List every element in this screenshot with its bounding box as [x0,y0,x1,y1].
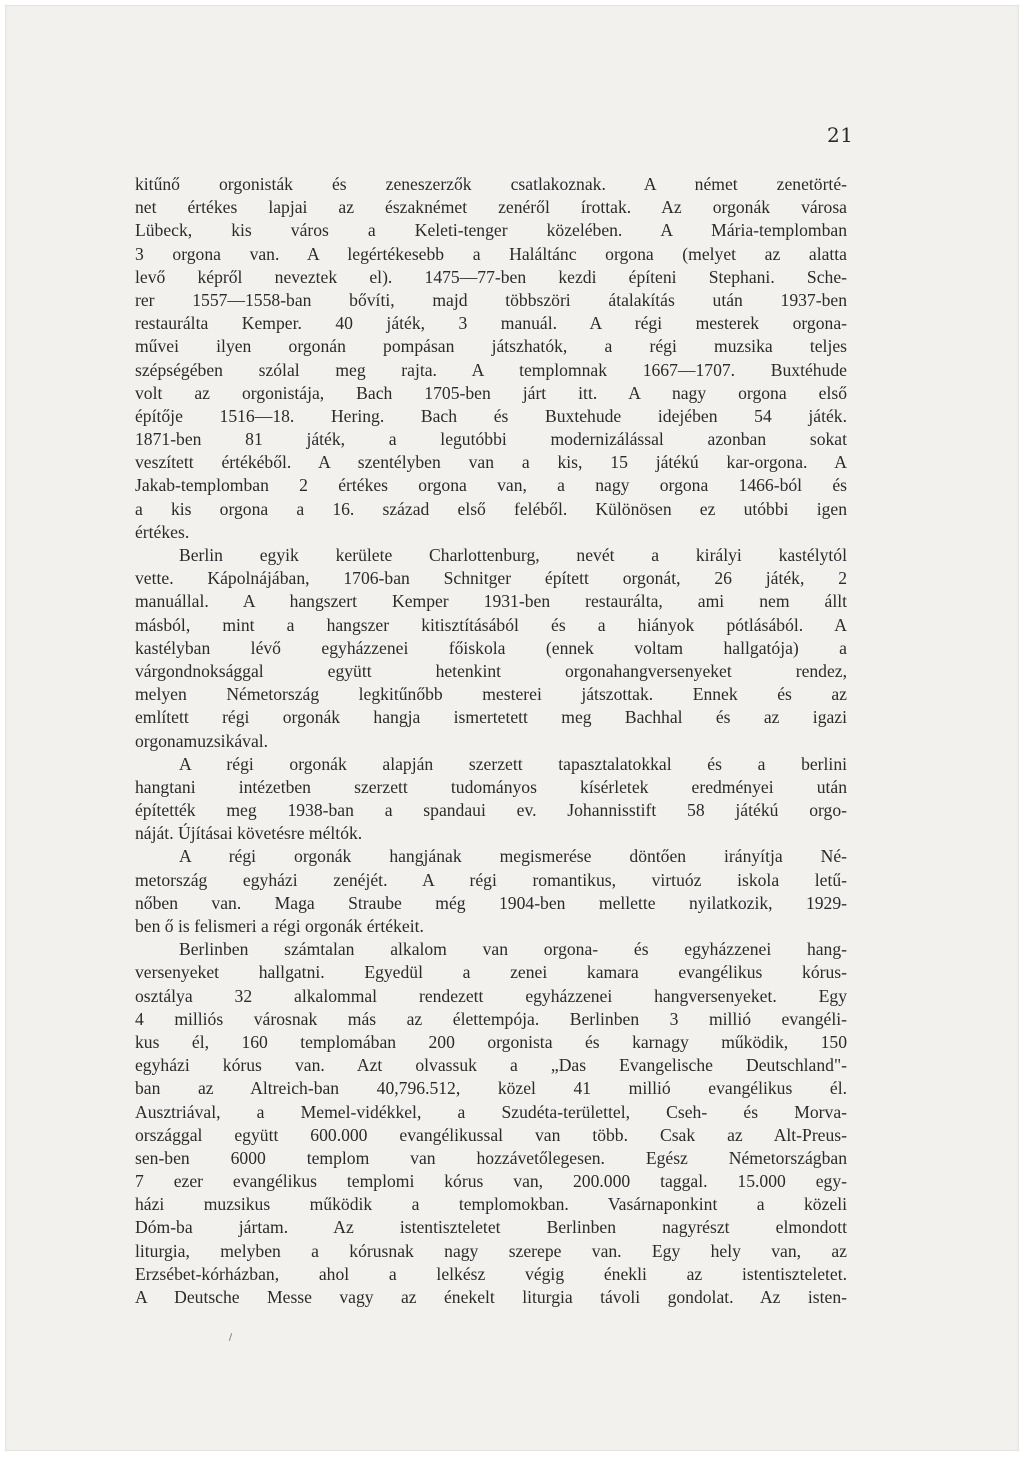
text-line: orgonamuzsikával. [135,730,269,751]
text-line: veszített értékéből. A szentélyben van a kis, 15 játékú kar-orgona. A [135,452,847,473]
text-line: építették meg 1938-ban a spandaui ev. Johannisstift 58 játékú orgo- [135,800,847,821]
text-line: ben ő is felismeri a régi orgonák értékeit. [135,916,424,936]
text-line: Lübeck, kis város a Keleti-tenger közelében. A Mária-templomban [135,220,847,241]
text-line: volt az orgonistája, Bach 1705-ben járt itt. A nagy orgona első [135,382,847,403]
text-line: A régi orgonák alapján szerzett tapasztalatokkal és a berlini [179,753,847,774]
text-line: a kis orgona a 16. század első feléből. Különösen ez utóbbi igen [135,498,847,519]
text-line: Berlin egyik kerülete Charlottenburg, nevét a királyi kastélytól [179,545,847,565]
text-line: kus él, 160 templomában 200 orgonista és karnagy működik, 150 [135,1031,847,1052]
text-line: építője 1516—18. Hering. Bach és Buxtehude idejében 54 játék. [135,405,847,426]
text-line: sen-ben 6000 templom van hozzávetőlegesen. Egész Németországban [135,1147,847,1168]
text-line: 7 ezer evangélikus templomi kórus van, 200.000 taggal. 15.000 egy- [135,1171,847,1192]
text-line: művei ilyen orgonán pompásan játszhatók, a régi muzsika teljes [135,336,847,357]
text-line: Jakab-templomban 2 értékes orgona van, a nagy orgona 1466-ból és [135,475,847,496]
text-line: Ausztriával, a Memel-vidékkel, a Szudéta-területtel, Cseh- és Morva- [135,1101,847,1122]
text-line: hangtani intézetben szerzett tudományos kísérletek eredményei után [135,776,847,797]
text-line: net értékes lapjai az északnémet zenéről írottak. Az orgonák városa [135,197,847,218]
text-line: A régi orgonák hangjának megismerése döntően irányítja Né- [179,846,847,867]
text-line: említett régi orgonák hangja ismertetett meg Bachhal és az igazi [135,707,847,728]
text-line: másból, mint a hangszer kitisztításából és a hiányok pótlásából. A [135,614,847,635]
stray-pen-mark [229,1333,232,1341]
text-line: vette. Kápolnájában, 1706-ban Schnitger épített orgonát, 26 játék, 2 [135,568,847,589]
body-text [135,173,847,1309]
text-line: nőben van. Maga Straube még 1904-ben mellette nyilatkozik, 1929- [135,892,847,913]
text-line: szépségében szólal meg rajta. A templomnak 1667—1707. Buxtéhude [135,359,847,380]
text-line: értékes. [135,521,190,542]
text-line: liturgia, melyben a kórusnak nagy szerepe van. Egy hely van, az [135,1240,847,1261]
text-line: osztálya 32 alkalommal rendezett egyházzenei hangversenyeket. Egy [135,985,847,1006]
text-line: versenyeket hallgatni. Egyedül a zenei kamara evangélikus kórus- [135,962,847,983]
text-line: kastélyban lévő egyházzenei főiskola (ennek voltam hallgatója) a [135,637,847,658]
text-line: 4 milliós városnak más az élettempója. Berlinben 3 millió evangéli- [135,1008,847,1029]
text-line: várgondnoksággal együtt hetenkint orgonahangversenyeket rendez, [135,660,847,681]
text-line: kitűnő orgonisták és zeneszerzők csatlakoznak. A német zenetörté- [135,174,847,194]
text-line: Dóm-ba jártam. Az istentiszteletet Berlinben nagyrészt elmondott [135,1217,847,1238]
text-line: A Deutsche Messe vagy az énekelt liturgia távoli gondolat. Az isten- [135,1287,847,1307]
text-line: ban az Altreich-ban 40,796.512, közel 41 millió evangélikus él. [135,1078,847,1099]
text-line: restaurálta Kemper. 40 játék, 3 manuál. A régi mesterek orgona- [135,313,847,334]
text-line: egyházi kórus van. Azt olvassuk a „Das Evangelische Deutschland"- [135,1055,847,1076]
text-line: házi muzsikus működik a templomokban. Vasárnaponkint a közeli [135,1194,847,1215]
text-line: levő képről neveztek el). 1475—77-ben kezdi építeni Stephani. Sche- [135,266,847,287]
text-line: manuállal. A hangszert Kemper 1931-ben restaurálta, ami nem állt [135,591,847,612]
text-line: rer 1557—1558-ban bővíti, majd többszöri átalakítás után 1937-ben [135,289,847,310]
text-line: náját. Újításai követésre méltók. [135,823,363,844]
text-line: országgal együtt 600.000 evangélikussal van több. Csak az Alt-Preus- [135,1124,847,1145]
text-line: Berlinben számtalan alkalom van orgona- és egyházzenei hang- [179,939,847,960]
text-line: 1871-ben 81 játék, a legutóbbi modernizálással azonban sokat [135,429,847,450]
text-line: 3 orgona van. A legértékesebb a Haláltánc orgona (melyet az alatta [135,243,847,264]
text-line: melyen Németország legkitűnőbb mesterei játszottak. Ennek és az [135,684,847,705]
text-line: Erzsébet-kórházban, ahol a lelkész végig énekli az istentiszteletet. [135,1263,847,1284]
book-page [5,5,1019,1451]
page-number: 21 [827,123,854,147]
text-line: metország egyházi zenéjét. A régi romantikus, virtuóz iskola letű- [135,869,847,890]
